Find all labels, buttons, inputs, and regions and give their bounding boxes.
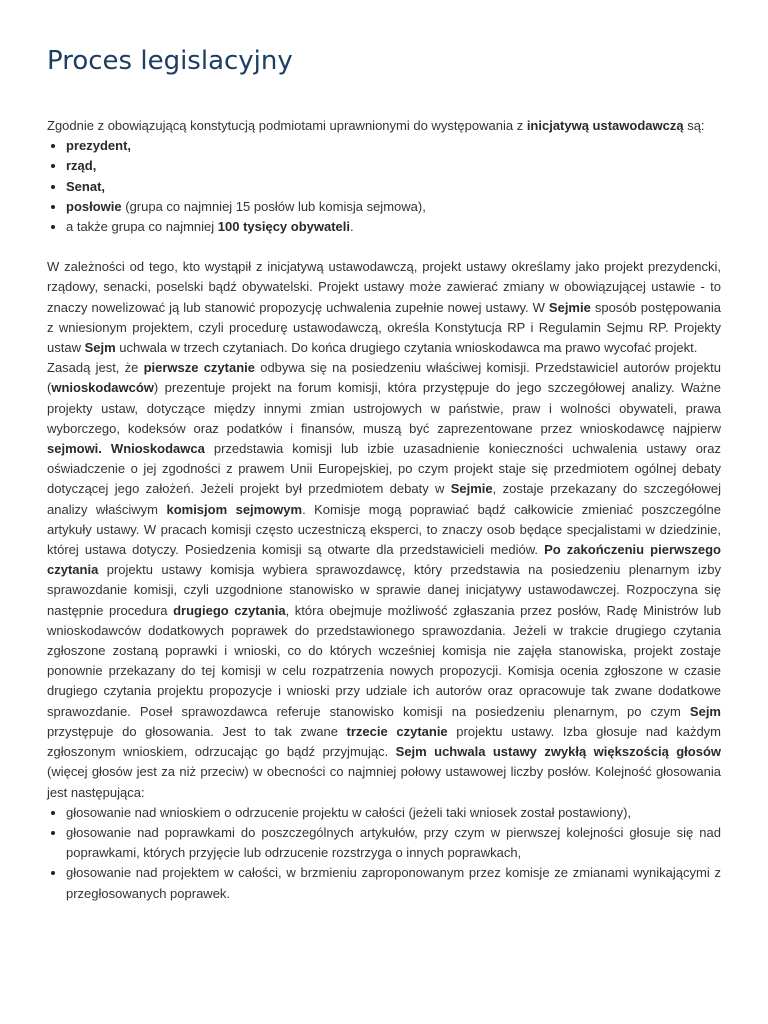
text-run: przedstawia komisji lub izbie uzasadnienie konieczności uchwalenia ustawy oraz oświadczenie o jej zgodności z prawem Unii Europejskiej, po czym projekt staje się przedmiotem ogólnej debaty dotyczącej jego założeń. Jeżeli projekt był przedmiotem debaty w <box>47 441 721 497</box>
text-run: W zależności od tego, kto wystąpił z inicjatywą ustawodawczą, projekt ustawy określamy jako projekt prezydencki, rządowy, senacki, poselski bądź obywatelski. Projekt ustawy może zawierać zmiany w obowiązującej ustawie - to znaczy nowelizować ją lub stanowić propozycję uchwalenia zupełnie nowej ustawy. W <box>47 259 721 315</box>
intro-suffix: są: <box>683 118 705 133</box>
paragraph-project-types <box>47 257 721 358</box>
text-run: projektu ustawy komisja wybiera sprawozdawcę, który przedstawia na posiedzeniu plenarnym izby sprawozdanie komisji, czyli uzgodnione stanowisko w sprawie danej inicjatywy ustawodawczej. Rozpoczyna się następnie procedura <box>47 562 721 618</box>
text-run: , zostaje przekazany do szczegółowej analizy właściwym <box>47 481 721 517</box>
list-item <box>66 177 721 197</box>
bold-run: trzecie czytanie <box>346 723 448 739</box>
entity-rzad: rząd, <box>66 158 97 174</box>
entity-prezydent: prezydent, <box>66 138 132 154</box>
bold-run: sejmowi. Wnioskodawca <box>47 441 205 457</box>
text-run: ) prezentuje projekt na forum komisji, która przystępuje do jego szczegółowej analizy. Ważne projekty ustaw, dotyczące między innymi zmian ustrojowych w państwie, praw i wolności obywateli, prawa wyborczego, kodeksów oraz podatków i finansów, muszą być zaprezentowane przez wnioskodawcę najpierw <box>47 380 721 436</box>
article-body <box>47 116 721 904</box>
intro-text: Zgodnie z obowiązującą konstytucją podmiotami uprawnionymi do występowania z <box>47 118 527 133</box>
bold-run: Sejm <box>689 703 721 719</box>
bold-run: pierwsze czytanie <box>143 360 256 376</box>
text-run: przystępuje do głosowania. Jest to tak zwane <box>47 723 347 739</box>
text-run: Zasadą jest, że <box>47 360 144 376</box>
text-run: sposób postępowania z wniesionym projektem, czyli procedurę ustawodawczą, określa Konstytucja RP i Regulamin Sejmu RP. Projekty ustaw <box>47 299 721 356</box>
list-item: • głosowanie nad poprawkami do poszczególnych artykułów, przy czym w pierwszej kolejności głosuje się nad poprawkami, których przyjęcie lub odrzucenie rozstrzyga o innych poprawkach, <box>66 823 721 863</box>
bold-run: komisjom sejmowym <box>166 501 303 517</box>
intro-bold: inicjatywą ustawodawczą <box>526 118 684 133</box>
text-run: , która obejmuje możliwość zgłaszania przez posłów, Radę Ministrów lub wnioskodawców dodatkowych poprawek do przedstawionego sprawozdania. Jeżeli w trakcie drugiego czytania zgłoszone zostaną poprawki i wnioski, co do których wcześniej komisja nie zajęła stanowiska, projekt zostaje ponownie przekazany do tej komisji w celu rozpatrzenia nowych propozycji. Komisja ocenia zgłoszone w czasie drugiego czytania projektu propozycje i wnioski przy udziale ich autorów oraz opracowuje tak zwane dodatkowe sprawozdanie. Poseł sprawozdawca referuje stanowisko komisji na posiedzeniu plenarnym, po czym <box>47 602 721 719</box>
bold-run: wnioskodawców <box>51 380 154 396</box>
voting-order-list <box>47 803 721 904</box>
initiative-entities-list <box>47 136 721 237</box>
list-item <box>66 217 721 237</box>
spacer <box>47 237 721 257</box>
text-run: (więcej głosów jest za niż przeciw) w obecności co najmniej połowy ustawowej liczby posłów. Kolejność głosowania jest następująca: <box>47 764 721 800</box>
entity-obywatele: 100 tysięcy obywateli <box>217 219 351 235</box>
paragraph-readings <box>47 358 721 802</box>
bold-run: Po zakończeniu pierwszego czytania <box>47 542 721 578</box>
text-run: uchwala w trzech czytaniach. Do końca drugiego czytania wnioskodawca ma prawo wycofać projekt. <box>115 340 698 356</box>
list-item <box>66 156 721 176</box>
bold-run: drugiego czytania <box>173 602 286 618</box>
entity-senat: Senat, <box>66 178 106 194</box>
list-item <box>66 136 721 156</box>
bold-run: Sejmie <box>450 481 493 497</box>
intro-paragraph <box>47 116 721 136</box>
entity-poslowie: posłowie <box>66 198 122 214</box>
text-run: projektu ustawy. Izba głosuje nad każdym zgłoszonym wnioskiem, odrzucając go bądź przyjmując. <box>47 723 721 760</box>
entity-poslowie-note: (grupa co najmniej 15 posłów lub komisja sejmowa), <box>121 198 426 214</box>
text-run: odbywa się na posiedzeniu właściwej komisji. Przedstawiciel autorów projektu ( <box>47 360 722 396</box>
bold-run: Sejm <box>84 340 116 356</box>
bold-run: Sejm uchwala ustawy zwykłą większością głosów <box>395 744 721 760</box>
text-run: . Komisje mogą poprawiać bądź całkowicie zmieniać poszczególne artykuły ustawy. W pracach komisji często uczestniczą eksperci, to znaczy osob będące specjalistami w dziedzinie, której ustawa dotyczy. Posiedzenia komisji są otwarte dla przedstawicieli mediów. <box>47 501 721 558</box>
list-item: • głosowanie nad projektem w całości, w brzmieniu zaproponowanym przez komisje ze zmianami wynikającymi z przegłosowanych poprawek. <box>66 863 721 903</box>
list-item: • głosowanie nad wnioskiem o odrzucenie projektu w całości (jeżeli taki wniosek został postawiony), <box>66 803 721 823</box>
bold-run: Sejmie <box>548 299 591 315</box>
entity-obywatele-suffix: . <box>350 219 354 235</box>
entity-obywatele-prefix: a także grupa co najmniej <box>66 219 218 235</box>
page-title: Proces legislacyjny <box>47 46 293 76</box>
list-item <box>66 197 721 217</box>
